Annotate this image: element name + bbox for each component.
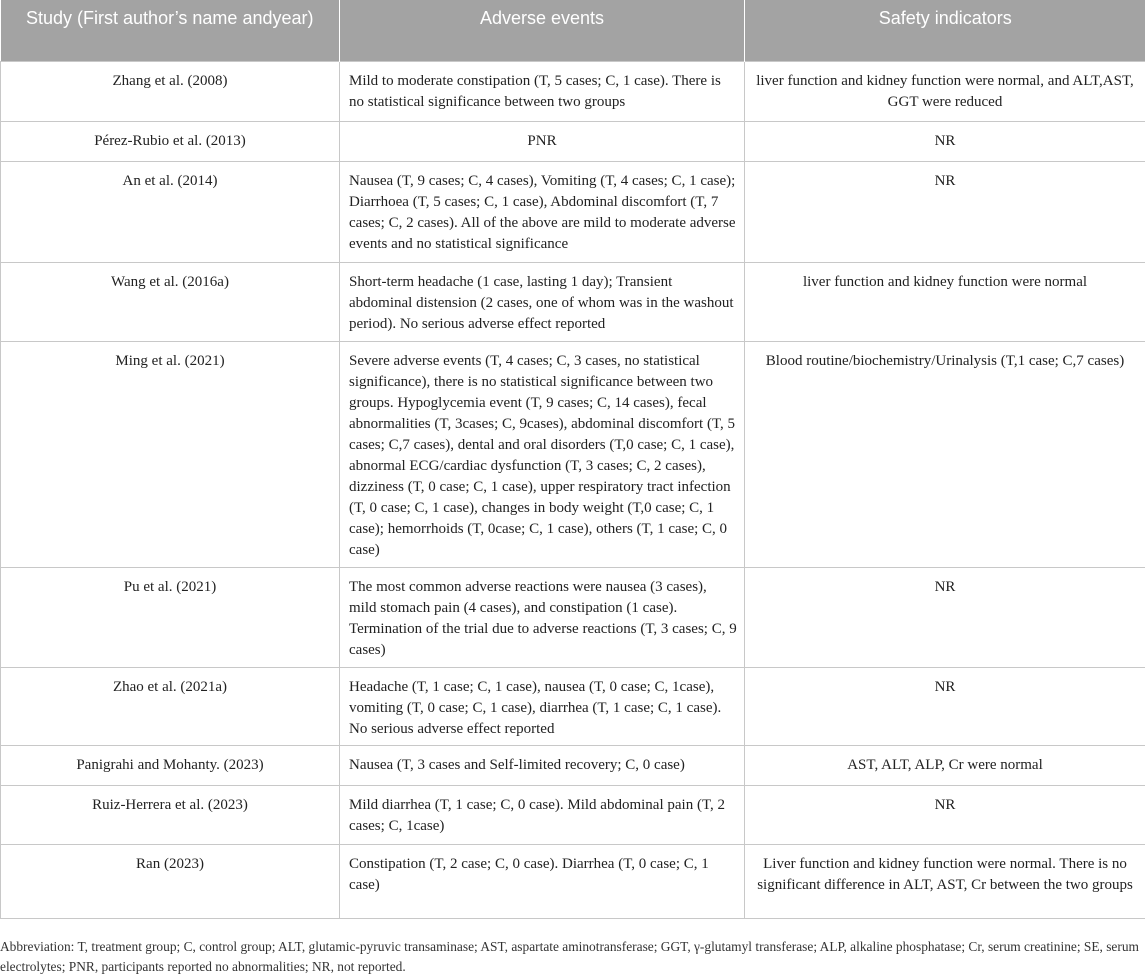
cell-adverse-events: Nausea (T, 3 cases and Self-limited recovery; C, 0 case) bbox=[340, 745, 745, 785]
table-row bbox=[1, 341, 1145, 567]
cell-safety-indicators: NR bbox=[745, 785, 1145, 844]
cell-safety-indicators: Liver function and kidney function were normal. There is no significant difference in ALT, AST, Cr between the two groups bbox=[745, 844, 1145, 918]
cell-safety-indicators: AST, ALT, ALP, Cr were normal bbox=[745, 745, 1145, 785]
cell-adverse-events: PNR bbox=[340, 121, 745, 161]
cell-safety-indicators: NR bbox=[745, 667, 1145, 745]
table-row bbox=[1, 844, 1145, 918]
header-adverse-events: Adverse events bbox=[340, 0, 745, 61]
cell-adverse-events: Short-term headache (1 case, lasting 1 day); Transient abdominal distension (2 cases, one of whom was in the washout period). No serious adverse effect reported bbox=[340, 262, 745, 341]
cell-adverse-events: The most common adverse reactions were nausea (3 cases), mild stomach pain (4 cases), and constipation (1 case). Termination of the trial due to adverse reactions (T, 3 cases; C, 9 cases) bbox=[340, 567, 745, 667]
cell-study: Ming et al. (2021) bbox=[1, 341, 340, 567]
table-row bbox=[1, 161, 1145, 262]
cell-adverse-events: Nausea (T, 9 cases; C, 4 cases), Vomiting (T, 4 cases; C, 1 case); Diarrhoea (T, 5 cases; C, 1 case), Abdominal discomfort (T, 7 cases; C, 2 cases). All of the above are mild to moderate adverse events and no statistical significance bbox=[340, 161, 745, 262]
cell-study: Ruiz-Herrera et al. (2023) bbox=[1, 785, 340, 844]
cell-study: Panigrahi and Mohanty. (2023) bbox=[1, 745, 340, 785]
cell-adverse-events: Severe adverse events (T, 4 cases; C, 3 cases, no statistical significance), there is no statistical significance between two groups. Hypoglycemia event (T, 9 cases; C, 14 cases), fecal abnormalities (T, 3cases; C, 9cases), abdominal discomfort (T, 5 cases; C,7 cases), dental and oral disorders (T,0 case; C, 1 case), abnormal ECG/cardiac dysfunction (T, 3 cases; C, 2 cases), dizziness (T, 0 case; C, 1 case), upper respiratory tract infection (T, 0 case; C, 1 case), changes in body weight (T,0 case; C, 1 case); hemorrhoids (T, 0case; C, 1 case), others (T, 1 case; C, 0 case) bbox=[340, 341, 745, 567]
cell-adverse-events: Headache (T, 1 case; C, 1 case), nausea (T, 0 case; C, 1case), vomiting (T, 0 case; C, 1 case), diarrhea (T, 1 case; C, 1 case). No serious adverse effect reported bbox=[340, 667, 745, 745]
table-row bbox=[1, 262, 1145, 341]
table-row bbox=[1, 61, 1145, 121]
header-safety-indicators: Safety indicators bbox=[745, 0, 1145, 61]
cell-adverse-events: Mild diarrhea (T, 1 case; C, 0 case). Mild abdominal pain (T, 2 cases; C, 1case) bbox=[340, 785, 745, 844]
cell-safety-indicators: NR bbox=[745, 161, 1145, 262]
table-row bbox=[1, 121, 1145, 161]
cell-study: Zhang et al. (2008) bbox=[1, 61, 340, 121]
table-row bbox=[1, 785, 1145, 844]
cell-safety-indicators: NR bbox=[745, 121, 1145, 161]
cell-study: An et al. (2014) bbox=[1, 161, 340, 262]
table-row bbox=[1, 567, 1145, 667]
cell-study: Pu et al. (2021) bbox=[1, 567, 340, 667]
cell-study: Pérez-Rubio et al. (2013) bbox=[1, 121, 340, 161]
cell-study: Wang et al. (2016a) bbox=[1, 262, 340, 341]
cell-safety-indicators: NR bbox=[745, 567, 1145, 667]
cell-adverse-events: Constipation (T, 2 case; C, 0 case). Diarrhea (T, 0 case; C, 1 case) bbox=[340, 844, 745, 918]
cell-study: Ran (2023) bbox=[1, 844, 340, 918]
table-header-row bbox=[1, 0, 1145, 61]
header-study: Study (First author’s name andyear) bbox=[1, 0, 340, 61]
cell-safety-indicators: liver function and kidney function were normal bbox=[745, 262, 1145, 341]
table-row bbox=[1, 745, 1145, 785]
cell-safety-indicators: Blood routine/biochemistry/Urinalysis (T,1 case; C,7 cases) bbox=[745, 341, 1145, 567]
cell-safety-indicators: liver function and kidney function were normal, and ALT,AST, GGT were reduced bbox=[745, 61, 1145, 121]
table-footnote: Abbreviation: T, treatment group; C, control group; ALT, glutamic-pyruvic transaminase; AST, aspartate aminotransferase; GGT, γ-glutamyl transferase; ALP, alkaline phosphatase; Cr, serum creatinine; SE, serum electrolytes; PNR, participants reported no abnormalities; NR, not reported. bbox=[0, 939, 1139, 974]
table-row bbox=[1, 667, 1145, 745]
cell-adverse-events: Mild to moderate constipation (T, 5 cases; C, 1 case). There is no statistical significance between two groups bbox=[340, 61, 745, 121]
cell-study: Zhao et al. (2021a) bbox=[1, 667, 340, 745]
